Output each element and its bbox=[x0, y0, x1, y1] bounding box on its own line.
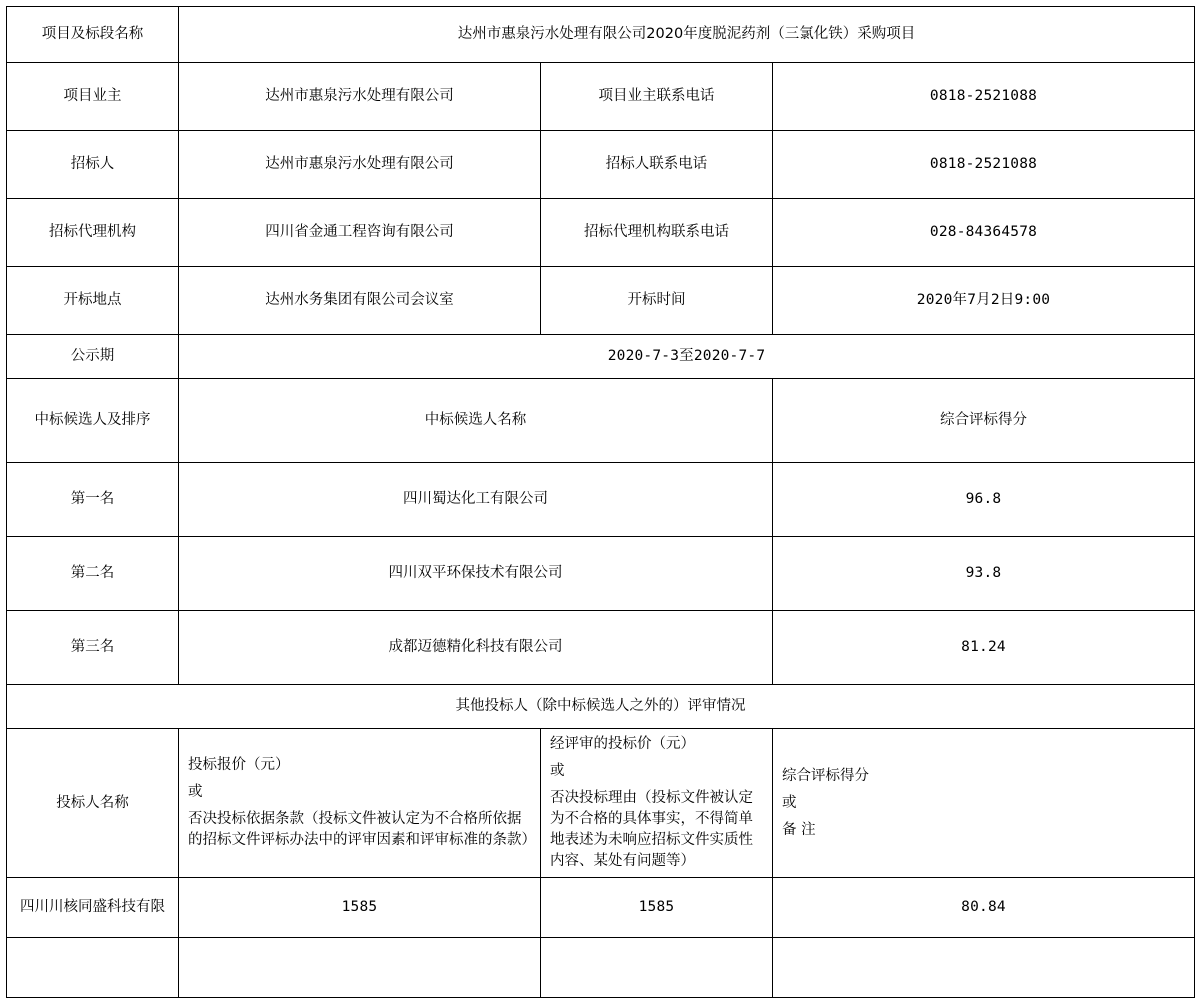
price-header-line1: 投标报价（元） bbox=[188, 757, 290, 774]
table-row bbox=[7, 463, 1195, 537]
owner-label: 项目业主 bbox=[7, 63, 179, 131]
candidate-name-header: 中标候选人名称 bbox=[179, 379, 773, 463]
table-row bbox=[7, 63, 1195, 131]
table-row bbox=[7, 729, 1195, 878]
bid-time-value: 2020年7月2日9:00 bbox=[773, 267, 1195, 335]
candidate-score: 93.8 bbox=[773, 537, 1195, 611]
publicity-value: 2020-7-3至2020-7-7 bbox=[179, 335, 1195, 379]
other-bidders-section-title: 其他投标人（除中标候选人之外的）评审情况 bbox=[7, 685, 1195, 729]
candidate-rank: 第一名 bbox=[7, 463, 179, 537]
score-header-line1: 综合评标得分 bbox=[782, 767, 869, 784]
project-name-label: 项目及标段名称 bbox=[7, 7, 179, 63]
bid-place-label: 开标地点 bbox=[7, 267, 179, 335]
score-header-line3: 备 注 bbox=[782, 821, 816, 838]
tenderer-phone-value: 0818-2521088 bbox=[773, 131, 1195, 199]
reviewed-price-header-line1: 经评审的投标价（元） bbox=[550, 736, 695, 752]
agency-label: 招标代理机构 bbox=[7, 199, 179, 267]
score-header-line2: 或 bbox=[782, 794, 797, 811]
bid-time-label: 开标时间 bbox=[541, 267, 773, 335]
other-col-score-header bbox=[773, 729, 1195, 878]
table-row bbox=[7, 537, 1195, 611]
other-bidder-reviewed-price: 1585 bbox=[541, 878, 773, 938]
reviewed-price-header-line3: 否决投标理由（投标文件被认定为不合格的具体事实，不得简单地表述为未响应招标文件实质性内容、某处有问题等） bbox=[550, 790, 753, 870]
agency-phone-label: 招标代理机构联系电话 bbox=[541, 199, 773, 267]
candidate-score-header: 综合评标得分 bbox=[773, 379, 1195, 463]
bid-place-value: 达州水务集团有限公司会议室 bbox=[179, 267, 541, 335]
table-row bbox=[7, 878, 1195, 938]
project-name-value: 达州市惠泉污水处理有限公司2020年度脱泥药剂（三氯化铁）采购项目 bbox=[179, 7, 1195, 63]
other-col-reviewed-price-header bbox=[541, 729, 773, 878]
price-header-line2: 或 bbox=[188, 784, 203, 801]
publicity-label: 公示期 bbox=[7, 335, 179, 379]
candidate-name: 四川双平环保技术有限公司 bbox=[179, 537, 773, 611]
agency-value: 四川省金通工程咨询有限公司 bbox=[179, 199, 541, 267]
table-row bbox=[7, 335, 1195, 379]
other-bidder-price bbox=[179, 938, 541, 998]
candidate-rank: 第三名 bbox=[7, 611, 179, 685]
candidate-rank: 第二名 bbox=[7, 537, 179, 611]
candidate-rank-header: 中标候选人及排序 bbox=[7, 379, 179, 463]
other-bidder-name bbox=[7, 938, 179, 998]
bid-result-table bbox=[6, 6, 1195, 998]
tenderer-value: 达州市惠泉污水处理有限公司 bbox=[179, 131, 541, 199]
other-bidder-score: 80.84 bbox=[773, 878, 1195, 938]
table-row bbox=[7, 685, 1195, 729]
table-row bbox=[7, 199, 1195, 267]
table-row bbox=[7, 131, 1195, 199]
reviewed-price-header-line2: 或 bbox=[550, 763, 565, 780]
owner-phone-label: 项目业主联系电话 bbox=[541, 63, 773, 131]
table-row bbox=[7, 379, 1195, 463]
price-header-line3: 否决投标依据条款（投标文件被认定为不合格所依据的招标文件评标办法中的评审因素和评审标准的条款） bbox=[188, 811, 536, 849]
table-row bbox=[7, 938, 1195, 998]
candidate-name: 四川蜀达化工有限公司 bbox=[179, 463, 773, 537]
candidate-name: 成都迈德精化科技有限公司 bbox=[179, 611, 773, 685]
table-row bbox=[7, 611, 1195, 685]
owner-phone-value: 0818-2521088 bbox=[773, 63, 1195, 131]
other-bidder-price: 1585 bbox=[179, 878, 541, 938]
tenderer-phone-label: 招标人联系电话 bbox=[541, 131, 773, 199]
document-page bbox=[0, 6, 1200, 1006]
other-bidder-score bbox=[773, 938, 1195, 998]
agency-phone-value: 028-84364578 bbox=[773, 199, 1195, 267]
table-row bbox=[7, 267, 1195, 335]
table-row bbox=[7, 7, 1195, 63]
candidate-score: 81.24 bbox=[773, 611, 1195, 685]
tenderer-label: 招标人 bbox=[7, 131, 179, 199]
other-bidder-name: 四川川核同盛科技有限 bbox=[7, 878, 179, 938]
other-col-price-header bbox=[179, 729, 541, 878]
other-bidder-reviewed-price bbox=[541, 938, 773, 998]
owner-value: 达州市惠泉污水处理有限公司 bbox=[179, 63, 541, 131]
candidate-score: 96.8 bbox=[773, 463, 1195, 537]
other-bidder-name-header: 投标人名称 bbox=[7, 729, 179, 878]
